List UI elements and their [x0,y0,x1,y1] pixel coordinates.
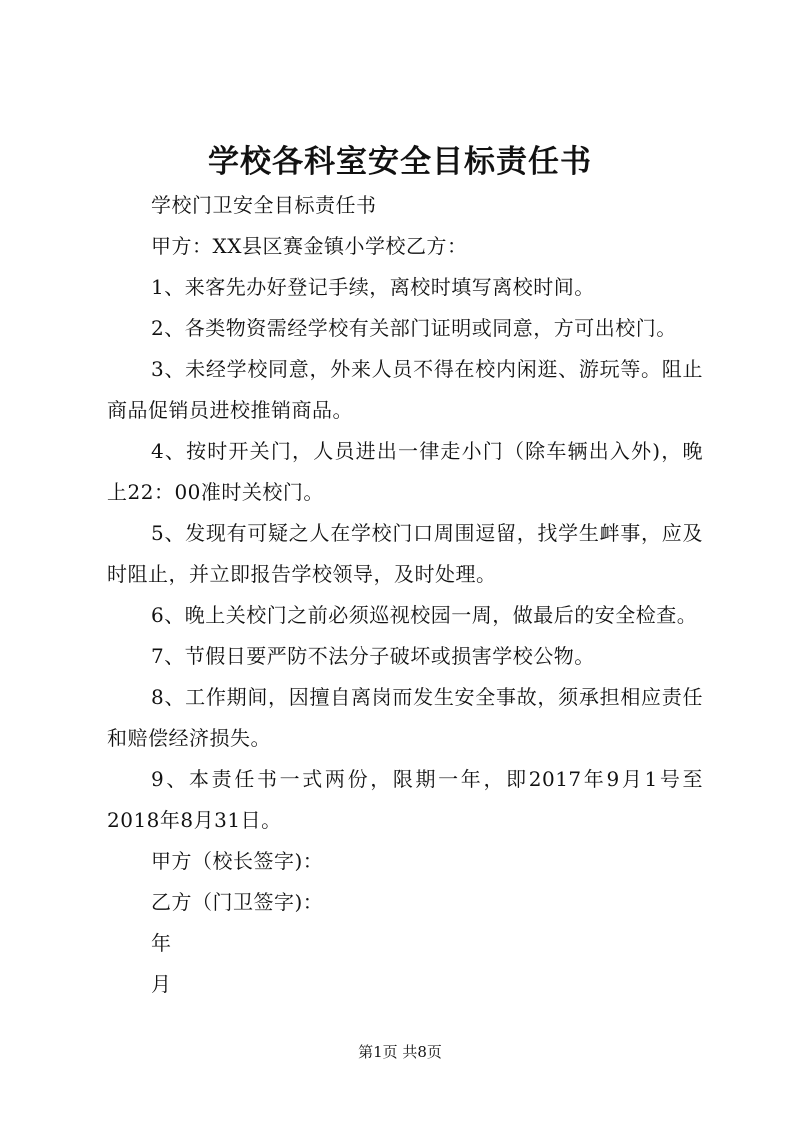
rule-5-paragraph: 5、发现有可疑之人在学校门口周围逗留，找学生衅事，应及时阻止，并立即报告学校领导，及时处理。 [107,521,703,586]
rule-4-paragraph: 4、按时开关门，人员进出一律走小门（除车辆出入外)，晚上22：00准时关校门。 [107,439,703,504]
party-b-signature-line: 乙方（门卫签字)： [151,890,324,914]
rule-9-paragraph: 9、本责任书一式两份，限期一年，即2017年9月1号至2018年8月31日。 [107,767,703,832]
month-line: 月 [151,972,172,996]
document-body [107,185,703,1005]
rule-6-paragraph: 6、晚上关校门之前必须巡视校园一周，做最后的安全检查。 [151,603,698,627]
party-a-signature-line: 甲方（校长签字)： [151,849,324,873]
party-a-paragraph: 甲方：XX县区赛金镇小学校乙方： [151,234,468,258]
rule-1-paragraph: 1、来客先办好登记手续，离校时填写离校时间。 [151,275,595,299]
rule-3-paragraph: 3、未经学校同意，外来人员不得在校内闲逛、游玩等。阻止商品促销员进校推销商品。 [107,357,703,422]
rule-8-paragraph: 8、工作期间，因擅自离岗而发生安全事故，须承担相应责任和赔偿经济损失。 [107,685,703,750]
rule-7-paragraph: 7、节假日要严防不法分子破坏或损害学校公物。 [151,644,595,668]
subtitle-paragraph: 学校门卫安全目标责任书 [151,193,377,217]
page-footer: 第1页 共8页 [358,1043,442,1061]
rule-2-paragraph: 2、各类物资需经学校有关部门证明或同意，方可出校门。 [151,316,677,340]
document-title: 学校各科室安全目标责任书 [208,144,592,180]
year-line: 年 [151,931,172,955]
